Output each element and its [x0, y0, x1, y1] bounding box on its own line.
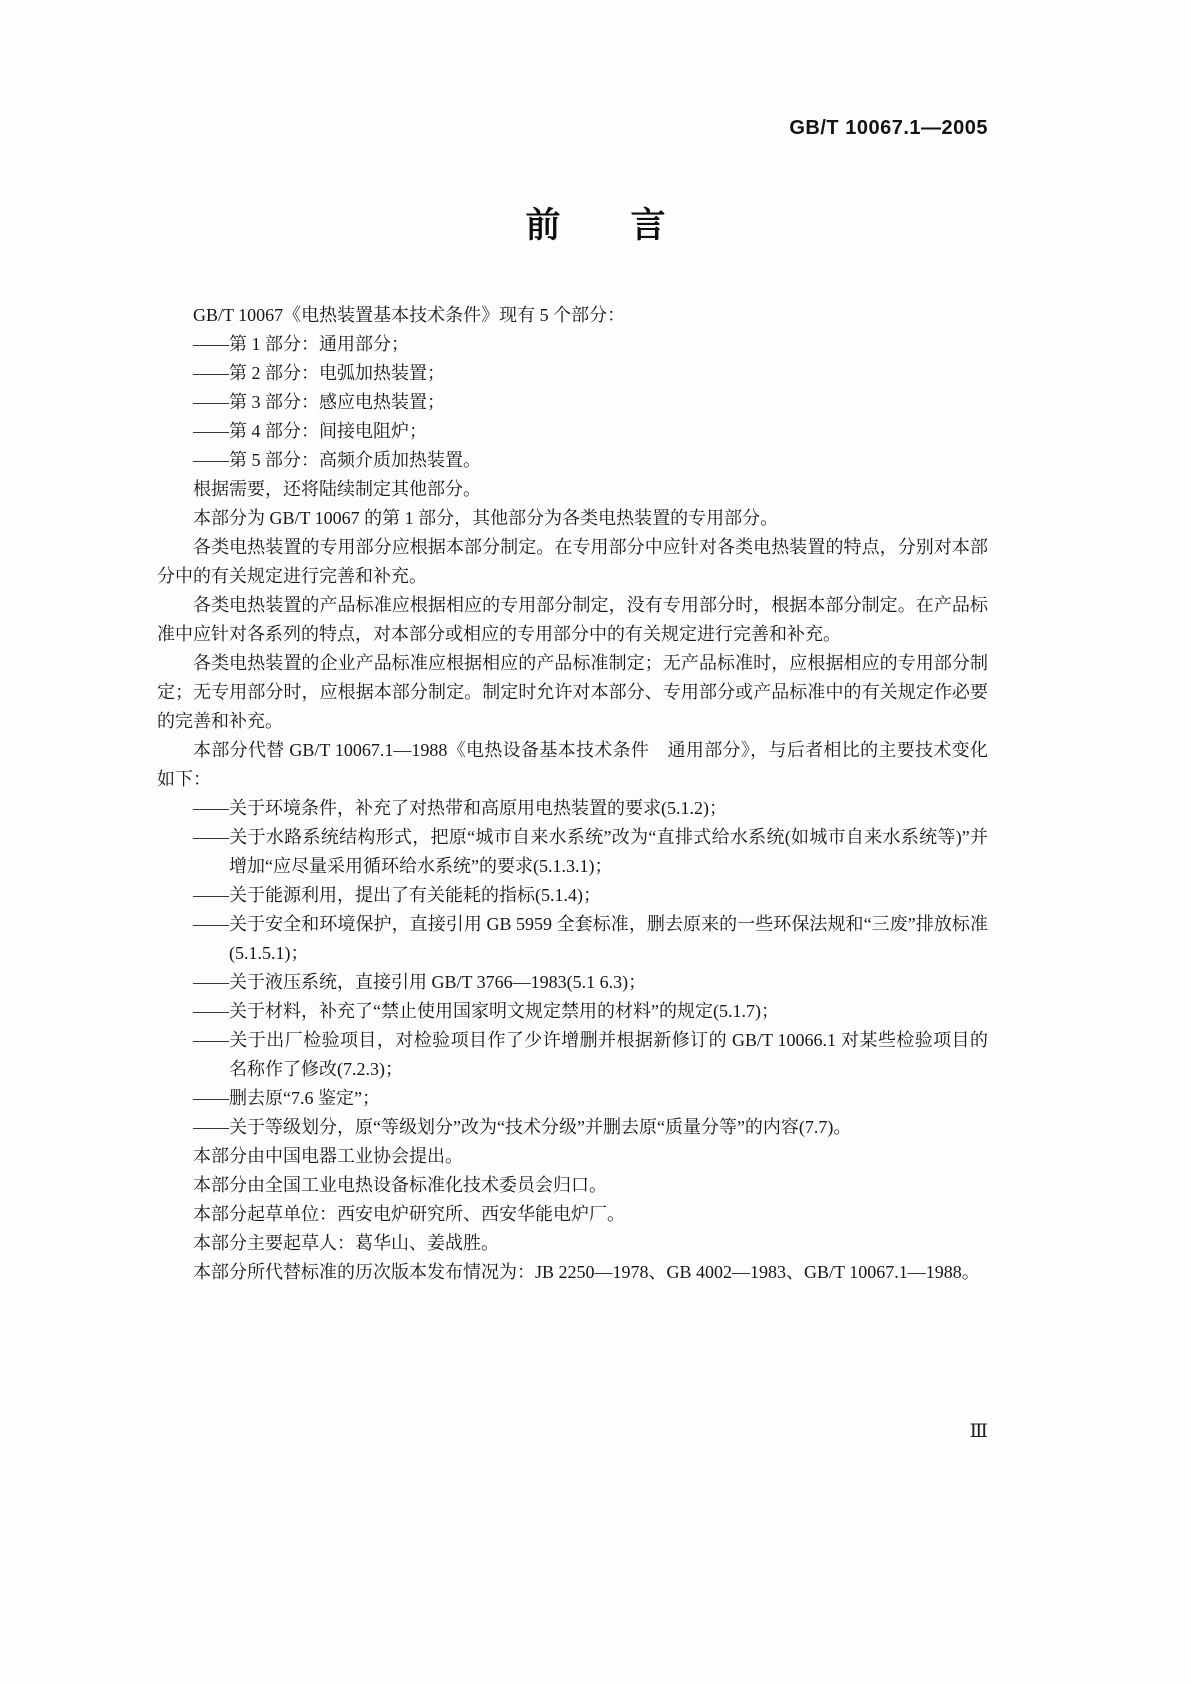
paragraph: 根据需要，还将陆续制定其他部分。: [193, 479, 481, 499]
page-title: 前 言: [525, 206, 666, 245]
dash-list-item: ——关于水路系统结构形式，把原“城市自来水系统”改为“直排式给水系统(如城市自来水系统等)”并增加“应尽量采用循环给水系统”的要求(5.1.3.1)；: [193, 827, 988, 876]
page-number: Ⅲ: [969, 1421, 988, 1442]
dash-list-item: ——第 5 部分：高频介质加热装置。: [193, 450, 481, 470]
paragraph: 本部分为 GB/T 10067 的第 1 部分，其他部分为各类电热装置的专用部分。: [193, 508, 779, 528]
paragraph: 各类电热装置的产品标准应根据相应的专用部分制定，没有专用部分时，根据本部分制定。在产品标准中应针对各系列的特点，对本部分或相应的专用部分中的有关规定进行完善和补充。: [157, 595, 988, 644]
dash-list-item: ——关于等级划分，原“等级划分”改为“技术分级”并删去原“质量分等”的内容(7.7)。: [193, 1117, 852, 1137]
dash-list-item: ——第 4 部分：间接电阻炉；: [193, 421, 427, 441]
dash-list-item: ——关于能源利用，提出了有关能耗的指标(5.1.4)；: [193, 885, 601, 905]
paragraph: 本部分由全国工业电热设备标准化技术委员会归口。: [193, 1175, 607, 1195]
dash-list-item: ——第 3 部分：感应电热装置；: [193, 392, 445, 412]
dash-list-item: ——第 1 部分：通用部分；: [193, 334, 409, 354]
standard-number: GB/T 10067.1—2005: [789, 117, 988, 139]
paragraph: 本部分代替 GB/T 10067.1—1988《电热设备基本技术条件 通用部分》，与后者相比的主要技术变化如下：: [157, 740, 988, 789]
dash-list-item: ——第 2 部分：电弧加热装置；: [193, 363, 445, 383]
paragraph: 各类电热装置的企业产品标准应根据相应的产品标准制定；无产品标准时，应根据相应的专用部分制定；无专用部分时，应根据本部分制定。制定时允许对本部分、专用部分或产品标准中的有关规定作必要的完善和补充。: [157, 653, 988, 731]
dash-list-item: ——关于液压系统，直接引用 GB/T 3766—1983(5.1 6.3)；: [193, 972, 647, 992]
dash-list-item: ——关于材料，补充了“禁止使用国家明文规定禁用的材料”的规定(5.1.7)；: [193, 1001, 779, 1021]
paragraph: 本部分所代替标准的历次版本发布情况为：JB 2250—1978、GB 4002—1983、GB/T 10067.1—1988。: [193, 1262, 980, 1282]
paragraph: GB/T 10067《电热装置基本技术条件》现有 5 个部分：: [193, 305, 626, 325]
dash-list-item: ——关于安全和环境保护，直接引用 GB 5959 全套标准，删去原来的一些环保法规和“三废”排放标准(5.1.5.1)；: [193, 914, 988, 963]
dash-list-item: ——删去原“7.6 鉴定”；: [193, 1088, 380, 1108]
paragraph: 本部分起草单位：西安电炉研究所、西安华能电炉厂。: [193, 1204, 625, 1224]
paragraph: 本部分由中国电器工业协会提出。: [193, 1146, 463, 1166]
dash-list-item: ——关于出厂检验项目，对检验项目作了少许增删并根据新修订的 GB/T 10066.1 对某些检验项目的名称作了修改(7.2.3)；: [193, 1030, 988, 1079]
foreword-body: [157, 301, 988, 1287]
paragraph: 各类电热装置的专用部分应根据本部分制定。在专用部分中应针对各类电热装置的特点，分别对本部分中的有关规定进行完善和补充。: [157, 537, 988, 586]
paragraph: 本部分主要起草人：葛华山、姜战胜。: [193, 1233, 499, 1253]
document-header: [157, 117, 988, 140]
document-footer: [157, 1420, 988, 1443]
dash-list-item: ——关于环境条件，补充了对热带和高原用电热装置的要求(5.1.2)；: [193, 798, 727, 818]
